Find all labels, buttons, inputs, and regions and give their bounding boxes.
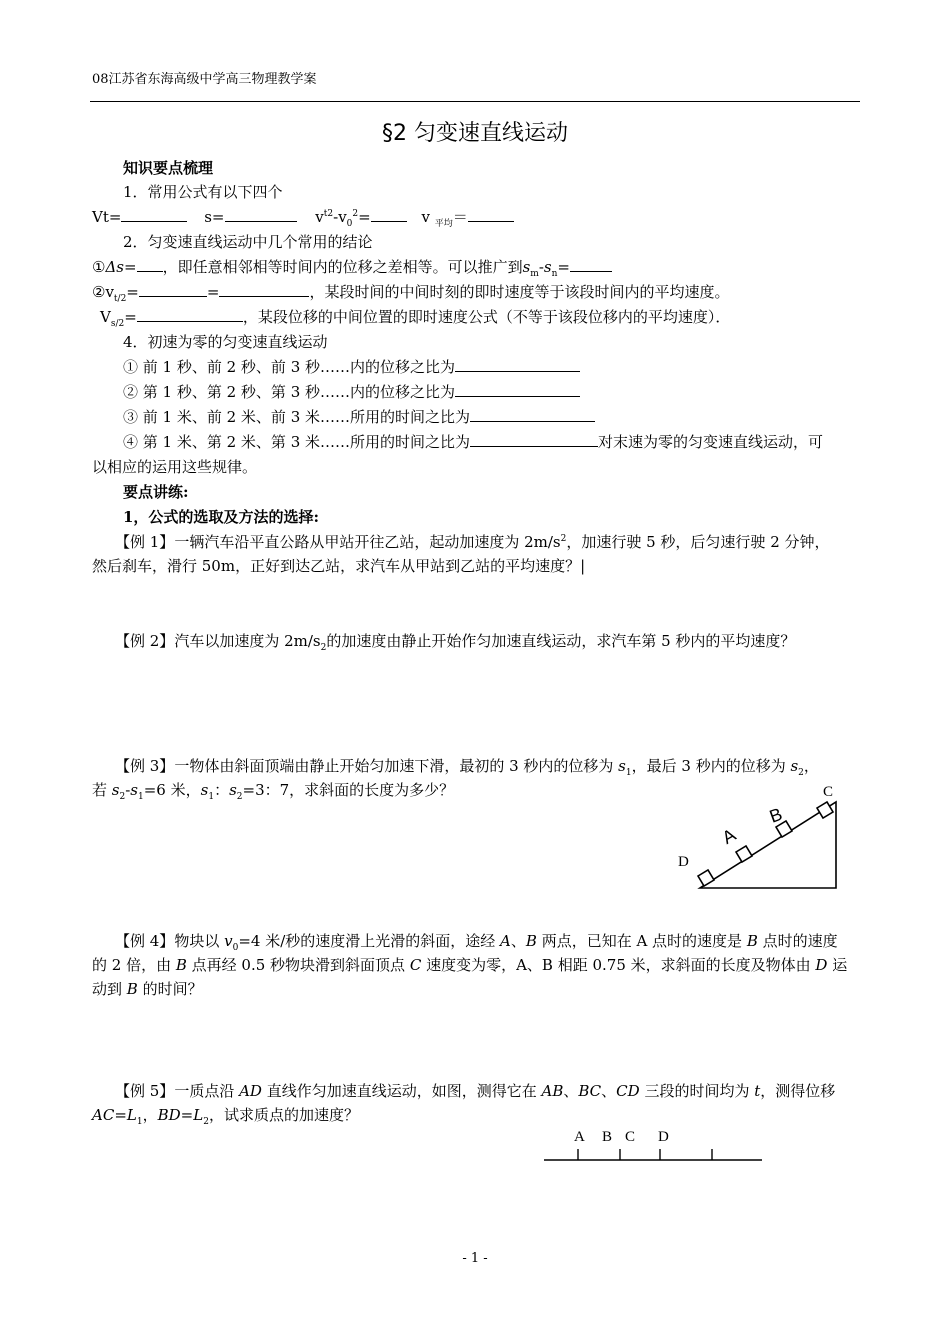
item-2: 2．匀变速直线运动中几个常用的结论 (123, 233, 373, 251)
label-c: C (823, 784, 834, 800)
incline-figure (670, 780, 850, 895)
ratio-2: ② 第 1 秒、第 2 秒、第 3 秒……内的位移之比为 (123, 381, 580, 402)
conclusion-2: $②v_{t/2}=$ = ，某段时间的中间时刻的即时速度等于该段时间内的平均速度。 (92, 283, 730, 304)
example-4-line-3: 动到 B 的时间？ (92, 980, 203, 998)
practice-heading: 要点讲练: (123, 483, 189, 501)
point-c-label: C (625, 1129, 636, 1145)
example-4-line-1: 【例 4】物块以 $v_0=4$ 米/秒的速度滑上光滑的斜面，途经 A、B 两点，已知在 A 点时的速度是 B 点时的速度 (115, 932, 838, 953)
example-1-line-1: 【例 1】一辆汽车沿平直公路从甲站开往乙站，起动加速度为 $2m/s^2$，加速行驶 5 秒，后匀速行驶 2 分钟， (115, 533, 830, 551)
ratio-4-cont: 以相应的运用这些规律。 (92, 458, 258, 476)
item-1: 1．常用公式有以下四个 (123, 183, 283, 201)
page-header: 08江苏省东海高级中学高三物理教学案 (92, 72, 317, 87)
block-d (698, 870, 714, 886)
item-4: 4．初速为零的匀变速直线运动 (123, 333, 328, 351)
example-3-line-1: 【例 3】一物体由斜面顶端由静止开始匀加速下滑，最初的 3 秒内的位移为 $s_1$，最后 3 秒内的位移为 $s_2$， (115, 757, 819, 778)
example-3-line-2: 若 $s_2-s_1=6$ 米，$s_1$：$s_2=3$：7，求斜面的长度为多少？ (92, 781, 455, 802)
example-5-line-2: $AC=L_1$，$BD=L_2$，试求质点的加速度？ (92, 1106, 359, 1127)
label-d: D (678, 854, 689, 870)
ratio-1: ① 前 1 秒、前 2 秒、前 3 秒……内的位移之比为 (123, 356, 580, 377)
point-d-label: D (658, 1129, 669, 1145)
header-rule (90, 101, 860, 102)
example-4-line-2: 的 2 倍，由 B 点再经 0.5 秒物块滑到斜面顶点 C 速度变为零，A、B 相距 0.75 米，求斜面的长度及物体由 D 运 (92, 956, 848, 974)
conclusion-3: $V_{s/2}=$ ，某段位移的中间位置的即时速度公式（不等于该段位移内的平均速度）． (100, 308, 731, 329)
example-1-line-2: 然后刹车，滑行 50m，正好到达乙站，求汽车从甲站到乙站的平均速度？| (92, 557, 586, 575)
conclusion-1: ①Δs= ，即任意相邻相等时间内的位移之差相等。可以推广到$s_m-s_n=$ (92, 256, 612, 279)
label-b: B (766, 803, 785, 827)
block-c (817, 802, 833, 818)
page-number: - 1 - (462, 1251, 488, 1266)
example-5-line-1: 【例 5】一质点沿 AD 直线作匀加速直线运动，如图，测得它在 AB、BC、CD 三段的时间均为 t，测得位移 (115, 1082, 836, 1100)
ratio-4: ④ 第 1 米、第 2 米、第 3 米……所用的时间之比为 对末速为零的匀变速直线运动，可 (123, 433, 824, 451)
example-2: 【例 2】汽车以加速度为 $2m/s_2$的加速度由静止开始作匀加速直线运动，求汽车第 5 秒内的平均速度？ (115, 632, 796, 653)
point-a-label: A (574, 1129, 585, 1145)
practice-sub-1: 1，公式的选取及方法的选择: (123, 508, 319, 526)
incline-triangle (700, 802, 836, 888)
knowledge-heading: 知识要点梳理 (123, 159, 214, 177)
block-a (736, 846, 752, 862)
formula-line: $Vt= s= v^{t2}-v_0^2= v$ $_{平均}$＝ (92, 206, 514, 229)
page-title: §2 匀变速直线运动 (382, 121, 568, 146)
point-b-label: B (602, 1129, 613, 1145)
line-segment-figure (540, 1125, 770, 1170)
ratio-3: ③ 前 1 米、前 2 米、前 3 米……所用的时间之比为 (123, 406, 595, 427)
label-a: A (718, 824, 740, 848)
